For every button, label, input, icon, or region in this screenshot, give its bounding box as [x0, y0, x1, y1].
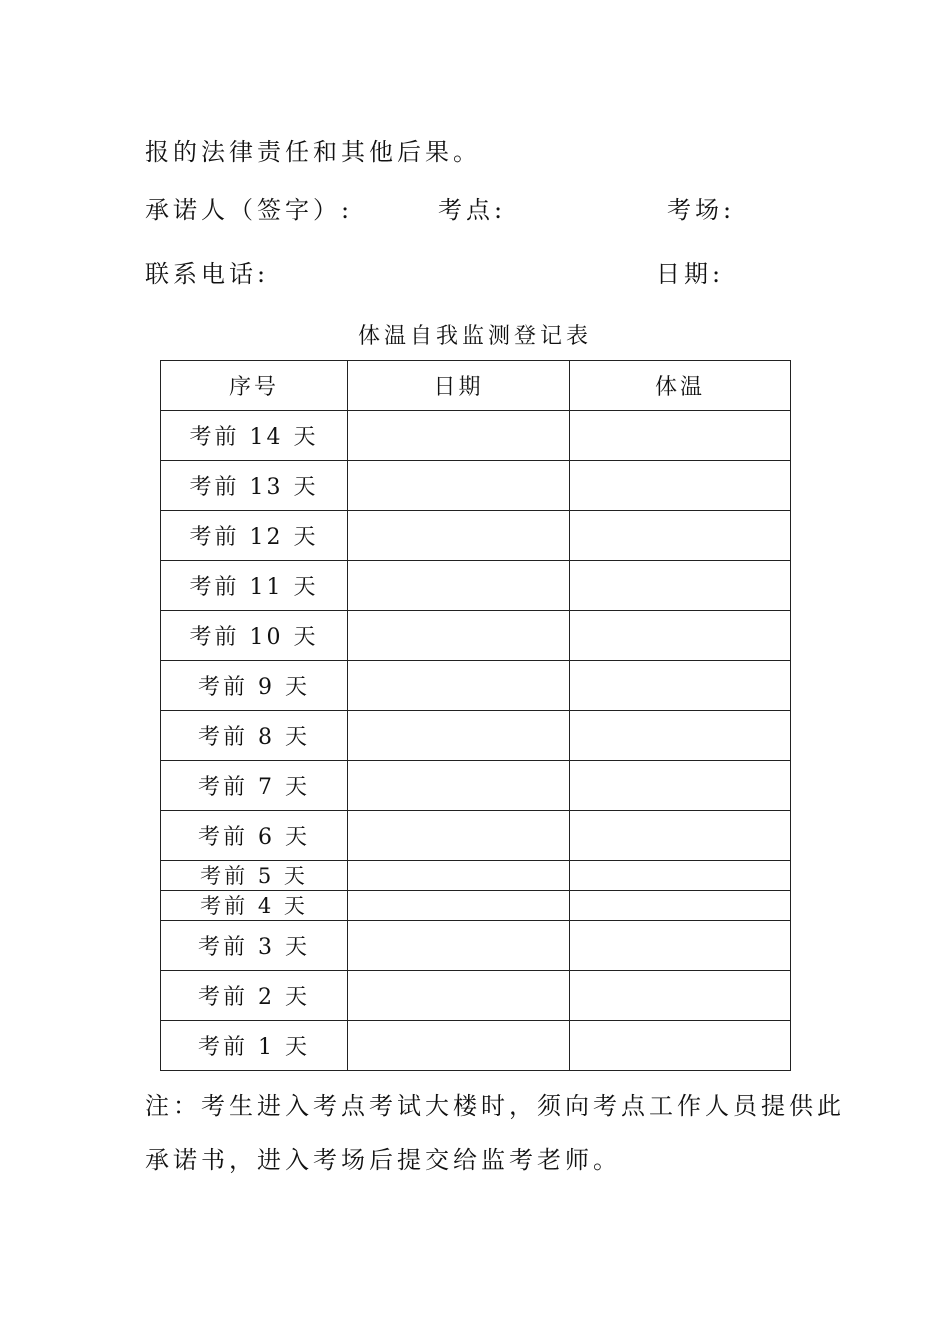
table-header-row — [161, 361, 791, 411]
temperature-cell[interactable] — [570, 511, 791, 561]
table-row — [161, 971, 791, 1021]
table-row — [161, 861, 791, 891]
date-cell[interactable] — [348, 511, 570, 561]
date-cell[interactable] — [348, 661, 570, 711]
temperature-cell[interactable] — [570, 921, 791, 971]
date-cell[interactable] — [348, 461, 570, 511]
exam-room-label: 考场: — [667, 196, 736, 224]
table-row — [161, 1021, 791, 1071]
promiser-signature-label: 承诺人（签字）: — [145, 196, 354, 224]
table-title: 体温自我监测登记表 — [357, 324, 592, 349]
date-cell[interactable] — [348, 811, 570, 861]
table-row — [161, 811, 791, 861]
date-cell[interactable] — [348, 861, 570, 891]
temperature-cell[interactable] — [570, 561, 791, 611]
row-label: 考前 7 天 — [161, 761, 348, 811]
row-label: 考前 6 天 — [161, 811, 348, 861]
temperature-cell[interactable] — [570, 711, 791, 761]
table-row — [161, 511, 791, 561]
row-label: 考前 8 天 — [161, 711, 348, 761]
temperature-cell[interactable] — [570, 811, 791, 861]
temperature-cell[interactable] — [570, 661, 791, 711]
phone-label: 联系电话: — [145, 260, 270, 288]
row-label: 考前 13 天 — [161, 461, 348, 511]
row-label: 考前 4 天 — [161, 891, 348, 921]
table-row — [161, 711, 791, 761]
row-label: 考前 12 天 — [161, 511, 348, 561]
table-row — [161, 561, 791, 611]
temperature-cell[interactable] — [570, 971, 791, 1021]
exam-site-label: 考点: — [438, 196, 507, 224]
table-row — [161, 891, 791, 921]
date-cell[interactable] — [348, 971, 570, 1021]
table-row — [161, 761, 791, 811]
date-cell[interactable] — [348, 411, 570, 461]
temperature-cell[interactable] — [570, 411, 791, 461]
table-row — [161, 411, 791, 461]
row-label: 考前 3 天 — [161, 921, 348, 971]
temperature-cell[interactable] — [570, 861, 791, 891]
temperature-cell[interactable] — [570, 461, 791, 511]
temperature-cell[interactable] — [570, 611, 791, 661]
row-label: 考前 10 天 — [161, 611, 348, 661]
date-cell[interactable] — [348, 611, 570, 661]
temperature-cell[interactable] — [570, 1021, 791, 1071]
header-index: 序号 — [161, 361, 348, 411]
header-date: 日期 — [348, 361, 570, 411]
intro-tail-text: 报的法律责任和其他后果。 — [145, 138, 481, 166]
table-row — [161, 921, 791, 971]
row-label: 考前 9 天 — [161, 661, 348, 711]
row-label: 考前 2 天 — [161, 971, 348, 1021]
date-cell[interactable] — [348, 1021, 570, 1071]
temperature-log-table — [160, 360, 791, 1071]
date-cell[interactable] — [348, 921, 570, 971]
date-cell[interactable] — [348, 711, 570, 761]
date-label: 日期: — [656, 260, 725, 288]
note-line-1: 注：考生进入考点考试大楼时，须向考点工作人员提供此 — [145, 1092, 845, 1120]
row-label: 考前 14 天 — [161, 411, 348, 461]
temperature-cell[interactable] — [570, 891, 791, 921]
table-row — [161, 461, 791, 511]
table-row — [161, 611, 791, 661]
header-temperature: 体温 — [570, 361, 791, 411]
date-cell[interactable] — [348, 761, 570, 811]
date-cell[interactable] — [348, 561, 570, 611]
temperature-cell[interactable] — [570, 761, 791, 811]
note-line-2: 承诺书，进入考场后提交给监考老师。 — [145, 1146, 621, 1174]
table-row — [161, 661, 791, 711]
date-cell[interactable] — [348, 891, 570, 921]
row-label: 考前 1 天 — [161, 1021, 348, 1071]
row-label: 考前 11 天 — [161, 561, 348, 611]
row-label: 考前 5 天 — [161, 861, 348, 891]
